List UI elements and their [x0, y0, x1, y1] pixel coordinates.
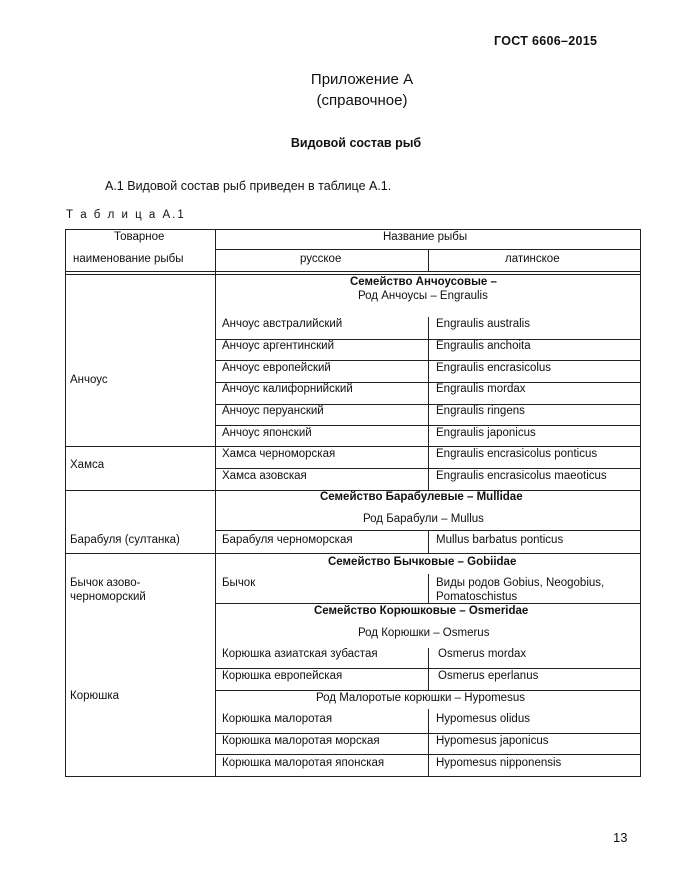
table-row-la: Engraulis anchoita — [436, 340, 531, 352]
table-row-la: Engraulis australis — [436, 318, 530, 330]
genus-smelt-osmerus: Род Корюшки – Osmerus — [358, 627, 490, 639]
header-russian: русское — [300, 253, 342, 265]
table-row-la: Engraulis japonicus — [436, 427, 536, 439]
trade-anchovy: Анчоус — [70, 374, 108, 386]
table-row-ru: Анчоус калифорнийский — [222, 383, 353, 395]
table-row-ru: Хамса черноморская — [222, 448, 336, 460]
table-row-ru: Корюшка малоротая — [222, 713, 333, 725]
table-row-la: Engraulis mordax — [436, 383, 526, 395]
family-goby: Семейство Бычковые – Gobiidae — [328, 556, 517, 568]
table-row-la-line1: Виды родов Gobius, Neogobius, — [436, 577, 605, 589]
trade-smelt: Корюшка — [70, 690, 120, 702]
appendix-title: Приложение А — [310, 71, 414, 88]
trade-barabulya: Барабуля (султанка) — [70, 534, 180, 546]
table-row-la-line2: Pomatoschistus — [436, 591, 518, 603]
table-label: Т а б л и ц а А.1 — [66, 209, 186, 221]
intro-paragraph: А.1 Видовой состав рыб приведен в таблице А.1. — [105, 179, 392, 193]
trade-hamsa: Хамса — [70, 459, 105, 471]
table-row-la: Hypomesus japonicus — [436, 735, 549, 747]
standard-header: ГОСТ 6606–2015 — [494, 34, 598, 48]
family-barabulya: Семейство Барабулевые – Mullidae — [320, 491, 523, 503]
table-row-ru: Корюшка малоротая морская — [222, 735, 380, 747]
header-trade-line1: Товарное — [114, 231, 165, 243]
table-row-ru: Бычок — [222, 577, 256, 589]
table-row-ru: Корюшка европейская — [222, 670, 343, 682]
table-row-la: Engraulis encrasicolus — [436, 362, 552, 374]
appendix-subtitle: (справочное) — [316, 92, 408, 109]
header-fish-name: Название рыбы — [383, 231, 468, 243]
table-row-ru: Хамса азовская — [222, 470, 307, 482]
table-row-ru: Анчоус австралийский — [222, 318, 343, 330]
table-row-ru: Анчоус перуанский — [222, 405, 324, 417]
page-number: 13 — [613, 830, 628, 845]
table-row-ru: Анчоус аргентинский — [222, 340, 334, 352]
table-row-la: Hypomesus nipponensis — [436, 757, 562, 769]
family-smelt: Семейство Корюшковые – Osmeridae — [314, 605, 529, 617]
table-row-ru: Корюшка азиатская зубастая — [222, 648, 378, 660]
table-row-la: Engraulis encrasicolus maeoticus — [436, 470, 607, 482]
trade-goby-line2: черноморский — [70, 591, 146, 603]
trade-goby-line1: Бычок азово- — [70, 577, 141, 589]
table-row-la: Osmerus mordax — [438, 648, 527, 660]
header-latin: латинское — [505, 253, 560, 265]
family-anchovy: Семейство Анчоусовые – — [350, 276, 497, 288]
table-row-la: Mullus barbatus ponticus — [436, 534, 564, 546]
header-trade-line2: наименование рыбы — [73, 253, 184, 265]
table-row-la: Hypomesus olidus — [436, 713, 530, 725]
section-title: Видовой состав рыб — [290, 136, 422, 150]
table-row-ru: Анчоус европейский — [222, 362, 331, 374]
genus-barabulya: Род Барабули – Mullus — [363, 513, 484, 525]
table-row-la: Osmerus eperlanus — [438, 670, 539, 682]
table-row-ru: Анчоус японский — [222, 427, 312, 439]
table-row-la: Engraulis encrasicolus ponticus — [436, 448, 598, 460]
table-row-la: Engraulis ringens — [436, 405, 525, 417]
genus-smelt-hypomesus: Род Малоротые корюшки – Hypomesus — [316, 692, 525, 704]
genus-anchovy: Род Анчоусы – Engraulis — [358, 290, 488, 302]
table-row-ru: Корюшка малоротая японская — [222, 757, 385, 769]
table-row-ru: Барабуля черноморская — [222, 534, 353, 546]
